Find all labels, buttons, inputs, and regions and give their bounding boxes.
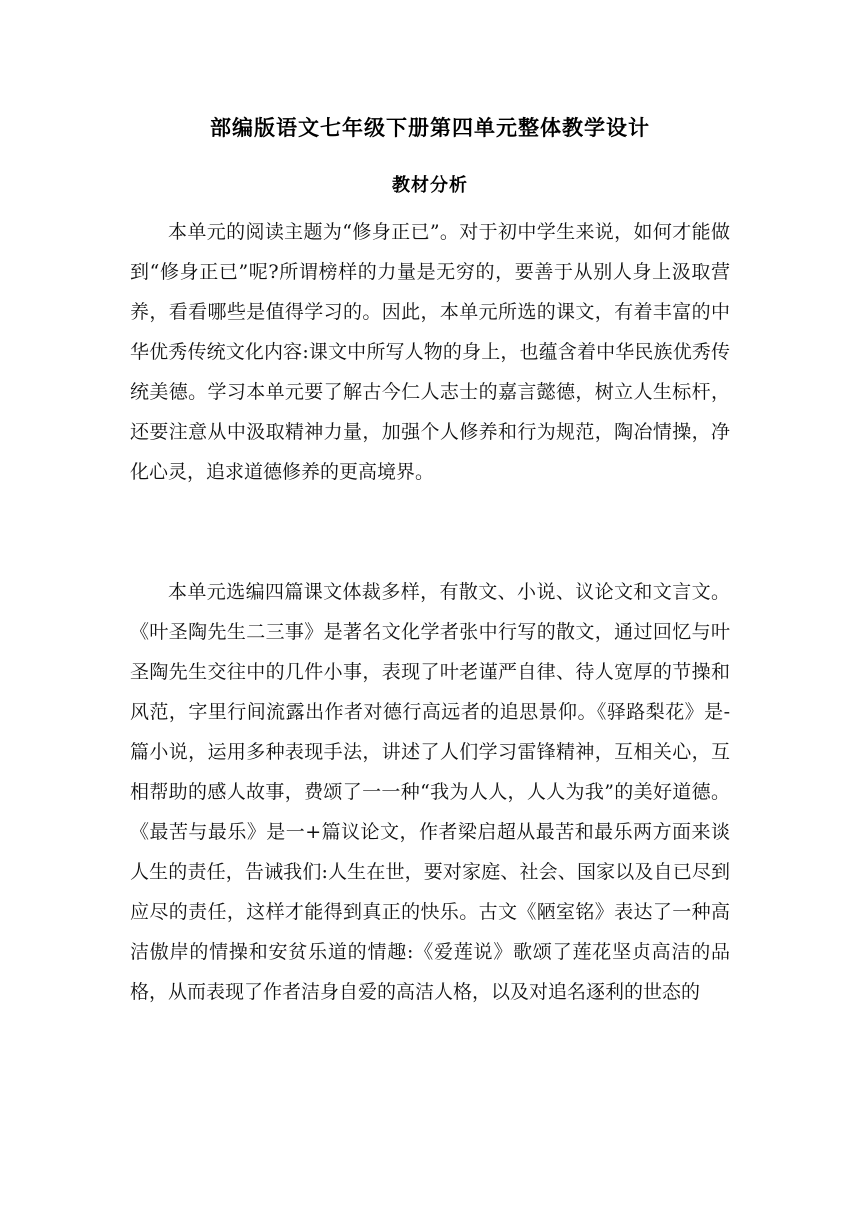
body-paragraph: 本单元的阅读主题为“修身正已”。对于初中学生来说，如何才能做到“修身正已”呢?所谓榜样的力量是无穷的，要善于从别人身上汲取营养，看看哪些是值得学习的。因此，本单元所选的课文，有着丰富的中华优秀传统文化内容:课文中所写人物的身上，也蕴含着中华民族优秀传统美德。学习本单元要了解古今仁人志士的嘉言懿德，树立人生标杆，还要注意从中汲取精神力量，加强个人修养和行为规范，陶冶情操，净化心灵，追求道德修养的更高境界。 [130,221,730,483]
paragraph-block-1 [130,212,730,492]
body-paragraph: 本单元选编四篇课文体裁多样，有散文、小说、议论文和文言文。《叶圣陶先生二三事》是著名文化学者张中行写的散文，通过回忆与叶圣陶先生交往中的几件小事，表现了叶老谨严自律、待人宽厚的节操和风范，字里行间流露出作者对德行高远者的追思景仰。《驿路梨花》是-篇小说，运用多种表现手法，讲述了人们学习雷锋精神，互相关心，互相帮助的感人故事，费颂了一一种“我为人人，人人为我”的美好道德。《最苦与最乐》是一+篇议论文，作者梁启超从最苦和最乐两方面来谈人生的责任，告诫我们:人生在世，要对家庭、社会、国家以及自已尽到应尽的责任，这样才能得到真正的快乐。古文《陋室铭》表达了一种高洁傲岸的情操和安贫乐道的情趣:《爱莲说》歌颂了莲花坚贞高洁的品格，从而表现了作者洁身自爱的高洁人格，以及对追名逐利的世态的 [130,581,730,1003]
section-heading: 教材分析 [392,175,468,196]
paragraph-block-2 [130,572,730,1012]
document-title: 部编版语文七年级下册第四单元整体教学设计 [210,116,650,140]
